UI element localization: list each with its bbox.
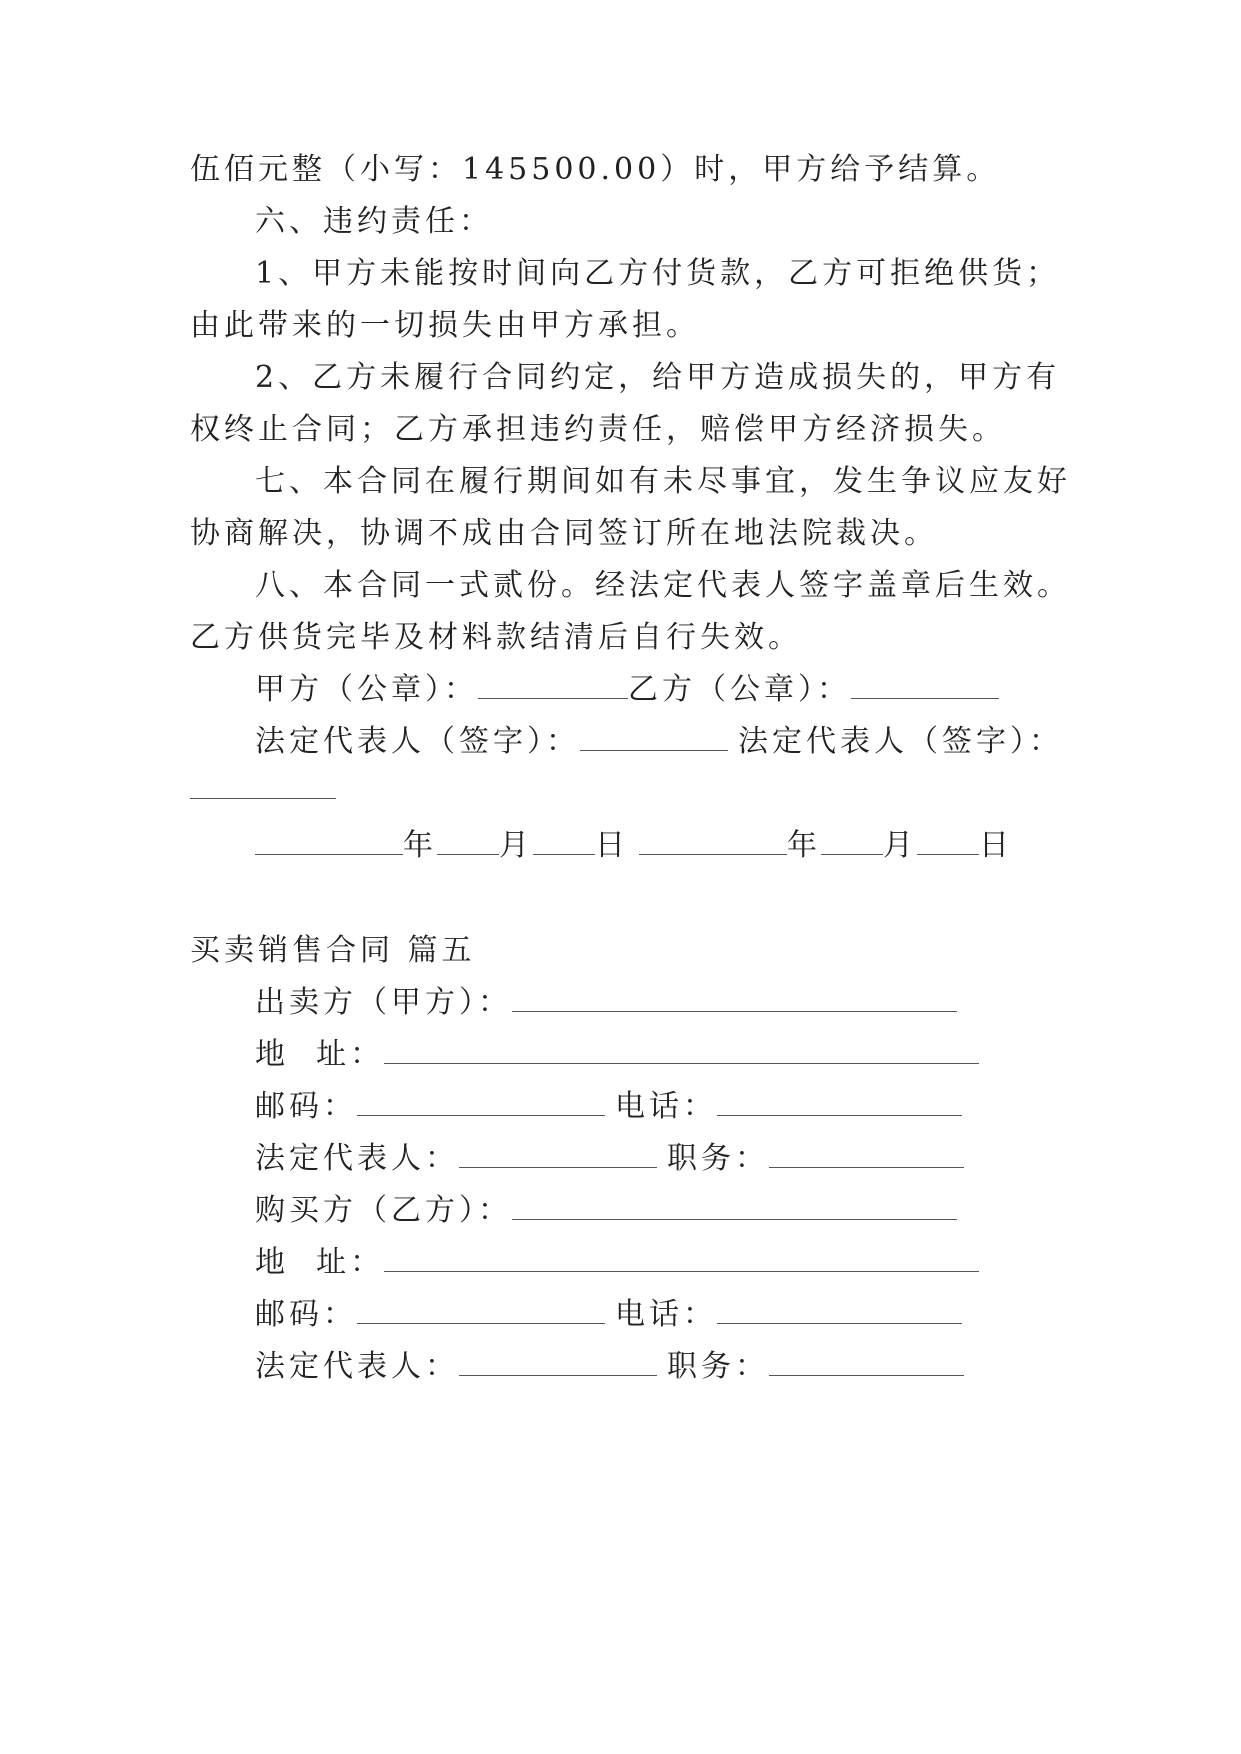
date-a-day-label: 日 xyxy=(595,828,629,863)
clause-7-line1: 七、本合同在履行期间如有未尽事宜，发生争议应友好 xyxy=(255,464,1071,499)
clause-8-line1: 八、本合同一式贰份。经法定代表人签字盖章后生效。 xyxy=(255,568,1071,603)
paragraph-settlement: 伍佰元整（小写：145500.00）时，甲方给予结算。 xyxy=(190,152,1001,187)
buyer-label: 购买方（乙方）： xyxy=(255,1193,512,1228)
buyer-blank[interactable] xyxy=(512,1195,957,1220)
buyer-position-label: 职务： xyxy=(667,1349,769,1384)
seller-phone-blank[interactable] xyxy=(717,1091,962,1116)
seller-label: 出卖方（甲方）： xyxy=(255,985,512,1020)
buyer-phone-blank[interactable] xyxy=(717,1299,962,1324)
clause-2-line1: 2、乙方未履行合同约定，给甲方造成损失的，甲方有 xyxy=(255,360,1061,395)
seller-legal-rep-blank[interactable] xyxy=(459,1143,657,1168)
date-a-year-label: 年 xyxy=(403,828,437,863)
clause-1-line2: 由此带来的一切损失由甲方承担。 xyxy=(190,308,700,343)
date-a-day-blank[interactable] xyxy=(533,830,595,855)
seller-address-row xyxy=(255,1035,979,1075)
heading-breach-liability: 六、违约责任： xyxy=(255,204,493,239)
clause-8-line2: 乙方供货完毕及材料款结清后自行失效。 xyxy=(190,620,802,655)
date-b-year-blank[interactable] xyxy=(639,830,787,855)
buyer-address-row xyxy=(255,1243,979,1283)
party-b-legal-rep-blank[interactable] xyxy=(190,797,336,799)
seal-row xyxy=(255,670,999,710)
buyer-rep-row xyxy=(255,1347,964,1387)
seller-legal-rep-label: 法定代表人： xyxy=(255,1141,459,1176)
clause-1-line1: 1、甲方未能按时间向乙方付货款，乙方可拒绝供货； xyxy=(255,256,1061,291)
clause-2-line2: 权终止合同；乙方承担违约责任，赔偿甲方经济损失。 xyxy=(190,412,1006,447)
buyer-row xyxy=(255,1191,957,1231)
buyer-position-blank[interactable] xyxy=(769,1351,964,1376)
date-b-month-blank[interactable] xyxy=(821,830,883,855)
clause-7-line2: 协商解决，协调不成由合同签订所在地法院裁决。 xyxy=(190,516,938,551)
date-row xyxy=(255,826,1013,866)
party-b-seal-label: 乙方（公章）： xyxy=(628,672,851,707)
seller-postcode-label: 邮码： xyxy=(255,1089,357,1124)
buyer-address-blank[interactable] xyxy=(384,1247,979,1272)
buyer-postcode-label: 邮码： xyxy=(255,1297,357,1332)
party-a-legal-rep-blank[interactable] xyxy=(580,726,728,751)
date-b-day-label: 日 xyxy=(979,828,1013,863)
seller-position-label: 职务： xyxy=(667,1141,769,1176)
buyer-legal-rep-blank[interactable] xyxy=(459,1351,657,1376)
date-b-year-label: 年 xyxy=(787,828,821,863)
date-b-month-label: 月 xyxy=(883,828,917,863)
section-title: 买卖销售合同 篇五 xyxy=(190,933,476,968)
seller-phone-label: 电话： xyxy=(615,1089,717,1124)
party-b-legal-rep-label: 法定代表人（签字）： xyxy=(738,724,1063,759)
buyer-contact-row xyxy=(255,1295,962,1335)
date-a-year-blank[interactable] xyxy=(255,830,403,855)
party-a-seal-label: 甲方（公章）： xyxy=(255,672,478,707)
party-b-seal-blank[interactable] xyxy=(851,674,999,699)
seller-contact-row xyxy=(255,1087,962,1127)
buyer-postcode-blank[interactable] xyxy=(357,1299,605,1324)
seller-position-blank[interactable] xyxy=(769,1143,964,1168)
buyer-phone-label: 电话： xyxy=(615,1297,717,1332)
date-b-day-blank[interactable] xyxy=(917,830,979,855)
legal-rep-sign-row xyxy=(255,722,1063,762)
seller-blank[interactable] xyxy=(512,987,957,1012)
seller-postcode-blank[interactable] xyxy=(357,1091,605,1116)
date-a-month-label: 月 xyxy=(499,828,533,863)
buyer-address-label: 地 址： xyxy=(255,1245,385,1280)
seller-address-blank[interactable] xyxy=(384,1039,979,1064)
party-a-legal-rep-label: 法定代表人（签字）： xyxy=(255,724,580,759)
date-a-month-blank[interactable] xyxy=(437,830,499,855)
seller-rep-row xyxy=(255,1139,964,1179)
seller-address-label: 地 址： xyxy=(255,1037,385,1072)
seller-row xyxy=(255,983,957,1023)
party-a-seal-blank[interactable] xyxy=(478,674,628,699)
buyer-legal-rep-label: 法定代表人： xyxy=(255,1349,459,1384)
